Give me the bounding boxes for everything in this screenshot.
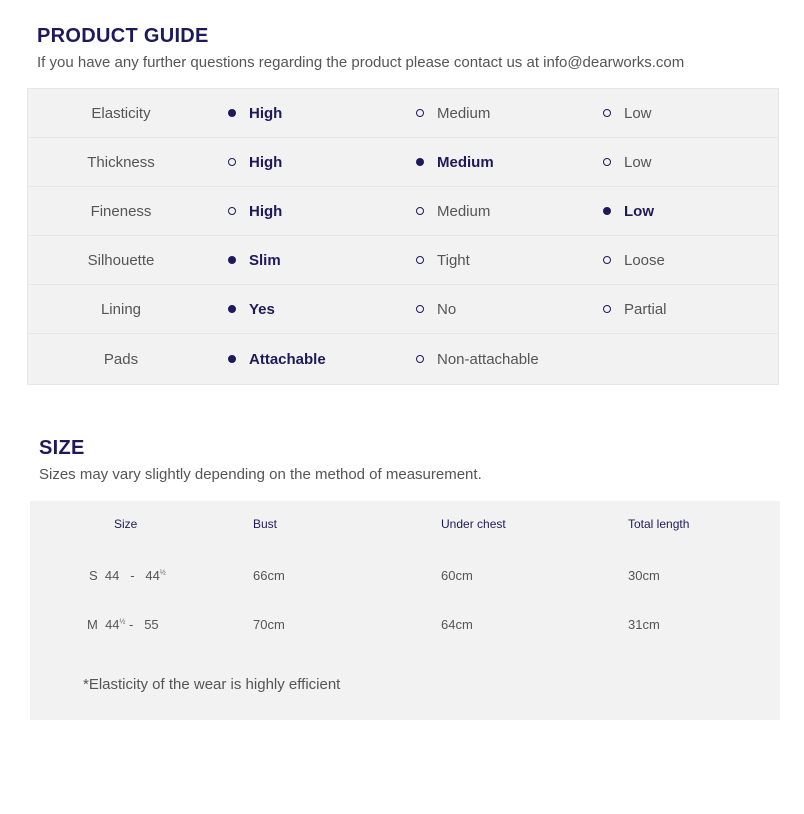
- guide-row-pads: [28, 334, 778, 384]
- size-separator: -: [130, 568, 135, 583]
- empty-circle-icon: [228, 207, 236, 215]
- option-label: Tight: [437, 251, 470, 269]
- empty-circle-icon: [603, 109, 611, 117]
- option-label: Medium: [437, 202, 491, 220]
- guide-row-label: Pads: [103, 350, 139, 368]
- size-to: 55: [144, 617, 159, 632]
- option-low: [603, 138, 652, 186]
- size-to: 44: [145, 568, 160, 583]
- option-label: No: [437, 300, 457, 318]
- under-chest-header: Under chest: [441, 517, 506, 531]
- size-subtitle: Sizes may vary slightly depending on the method of measurement.: [39, 466, 482, 483]
- empty-circle-icon: [603, 158, 611, 166]
- total-length-cell: 31cm: [628, 617, 660, 632]
- product-guide-table: [27, 88, 779, 385]
- option-label: Loose: [624, 251, 665, 269]
- option-label: Slim: [249, 251, 281, 269]
- guide-row-label: Thickness: [87, 153, 155, 171]
- filled-dot-icon: [603, 207, 611, 215]
- option-loose: [603, 236, 665, 284]
- guide-row-label: Fineness: [90, 202, 152, 220]
- option-label: Medium: [437, 153, 494, 171]
- option-label: Medium: [437, 104, 491, 122]
- guide-row-fineness: [28, 187, 778, 236]
- size-from-sup: ½: [119, 618, 126, 626]
- option-attachable-selected: [228, 334, 326, 384]
- empty-circle-icon: [416, 256, 424, 264]
- option-medium: [416, 187, 490, 235]
- filled-dot-icon: [416, 158, 424, 166]
- product-guide-title: PRODUCT GUIDE: [37, 25, 209, 47]
- size-title: SIZE: [39, 437, 85, 459]
- empty-circle-icon: [416, 305, 424, 313]
- option-medium-selected: [416, 138, 494, 186]
- size-letter: S: [89, 568, 98, 583]
- option-no: [416, 285, 456, 333]
- option-non-attachable: [416, 334, 539, 384]
- filled-dot-icon: [228, 305, 236, 313]
- option-label: Low: [624, 202, 654, 220]
- empty-circle-icon: [416, 109, 424, 117]
- option-tight: [416, 236, 470, 284]
- size-letter: M: [87, 617, 98, 632]
- option-partial: [603, 285, 667, 333]
- size-to-sup: ½: [159, 569, 166, 577]
- option-label: Non-attachable: [437, 350, 539, 368]
- filled-dot-icon: [228, 109, 236, 117]
- guide-row-silhouette: [28, 236, 778, 285]
- size-cell-s: [89, 568, 166, 583]
- option-label: Low: [624, 104, 652, 122]
- size-cell-m: [87, 617, 159, 632]
- option-label: Attachable: [249, 350, 326, 368]
- size-from: 44: [105, 617, 120, 632]
- empty-circle-icon: [416, 355, 424, 363]
- guide-row-label: Elasticity: [91, 104, 151, 122]
- size-separator: -: [129, 617, 134, 632]
- bust-cell: 70cm: [253, 617, 285, 632]
- guide-row-lining: [28, 285, 778, 334]
- size-header: Size: [114, 517, 138, 531]
- total-length-cell: 30cm: [628, 568, 660, 583]
- option-label: High: [249, 153, 283, 171]
- option-yes-selected: [228, 285, 275, 333]
- bust-cell: 66cm: [253, 568, 285, 583]
- under-chest-cell: 64cm: [441, 617, 473, 632]
- empty-circle-icon: [603, 256, 611, 264]
- elasticity-note: *Elasticity of the wear is highly efficient: [83, 676, 341, 693]
- under-chest-cell: 60cm: [441, 568, 473, 583]
- total-length-header: Total length: [628, 517, 690, 531]
- size-from: 44: [104, 568, 120, 583]
- option-high: [228, 138, 282, 186]
- product-guide-subtitle: If you have any further questions regarding the product please contact us at info@dearworks.com: [37, 54, 685, 71]
- size-table: [30, 501, 780, 720]
- empty-circle-icon: [603, 305, 611, 313]
- option-high: [228, 187, 282, 235]
- bust-header: Bust: [253, 517, 278, 531]
- option-medium: [416, 89, 490, 137]
- guide-row-label: Silhouette: [87, 251, 155, 269]
- option-low-selected: [603, 187, 654, 235]
- option-label: Yes: [249, 300, 275, 318]
- guide-row-label: Lining: [100, 300, 142, 318]
- filled-dot-icon: [228, 256, 236, 264]
- filled-dot-icon: [228, 355, 236, 363]
- option-slim-selected: [228, 236, 281, 284]
- guide-row-elasticity: [28, 89, 778, 138]
- empty-circle-icon: [416, 207, 424, 215]
- option-label: Low: [624, 153, 652, 171]
- option-high-selected: [228, 89, 282, 137]
- guide-row-thickness: [28, 138, 778, 187]
- empty-circle-icon: [228, 158, 236, 166]
- option-label: High: [249, 202, 283, 220]
- option-low: [603, 89, 652, 137]
- option-label: Partial: [624, 300, 667, 318]
- option-label: High: [249, 104, 283, 122]
